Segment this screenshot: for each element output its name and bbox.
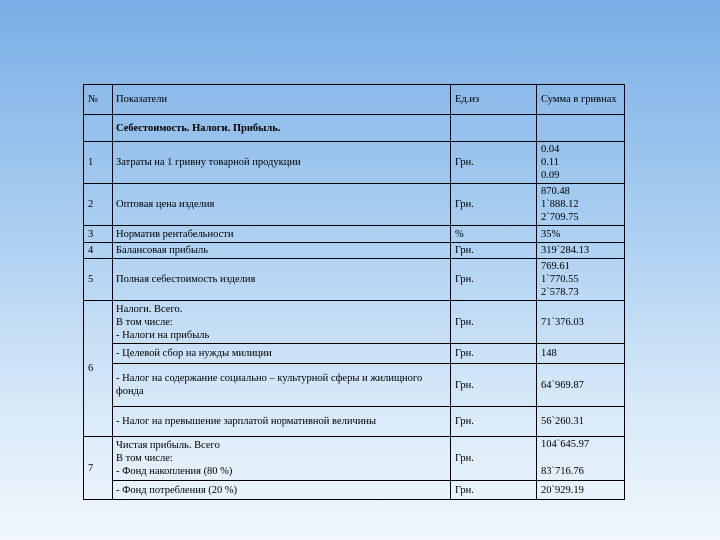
row-label [113, 301, 451, 344]
table-row-6c [84, 364, 625, 407]
value-line: 83`716.76 [541, 466, 584, 477]
header-unit: Ед.из [451, 85, 537, 115]
row-label: Затраты на 1 гривну товарной продукции [113, 142, 451, 184]
row-value: 319`284.13 [537, 243, 625, 259]
row-label [113, 437, 451, 481]
row-unit: Грн. [451, 142, 537, 184]
table-row-6a [84, 301, 625, 344]
row-unit: Грн. [451, 437, 537, 481]
row-values [537, 184, 625, 226]
table-row-3 [84, 226, 625, 243]
value-line: 1`770.55 [541, 274, 579, 285]
label-line: Налоги. Всего. [116, 303, 183, 315]
row-unit: Грн. [451, 184, 537, 226]
label-line: - Налоги на прибыль [116, 329, 210, 341]
table-row-5 [84, 259, 625, 301]
row-label: - Фонд потребления (20 %) [113, 481, 451, 500]
value-line: 2`578.73 [541, 287, 579, 298]
row-label: - Налог на содержание социально – культурной сферы и жилищного фонда [113, 364, 451, 407]
value-line: 1`888.12 [541, 199, 579, 210]
label-line: - Фонд накопления (80 %) [116, 466, 233, 477]
value-line: 870.48 [541, 186, 570, 197]
row-value: 56`260.31 [537, 407, 625, 437]
header-row [84, 85, 625, 115]
row-num: 2 [84, 184, 113, 226]
header-num: № [84, 85, 113, 115]
row-num: 7 [84, 437, 113, 500]
cost-tax-profit-table [83, 84, 625, 500]
table-row-7a [84, 437, 625, 481]
value-line: 0.11 [541, 157, 559, 168]
header-sum: Сумма в гривнах [537, 85, 625, 115]
row-unit: Грн. [451, 481, 537, 500]
row-num: 6 [84, 301, 113, 437]
row-value: 35% [537, 226, 625, 243]
table-row-6d [84, 407, 625, 437]
row-unit: Грн. [451, 344, 537, 364]
value-line: 0.09 [541, 170, 560, 181]
row-label: - Налог на превышение зарплатой нормативной величины [113, 407, 451, 437]
row-values [537, 259, 625, 301]
table-row-2 [84, 184, 625, 226]
row-value: 64`969.87 [537, 364, 625, 407]
table-row-4 [84, 243, 625, 259]
section-row [84, 115, 625, 142]
row-unit: % [451, 226, 537, 243]
value-line: 769.61 [541, 261, 570, 272]
row-label: - Целевой сбор на нужды милиции [113, 344, 451, 364]
row-label: Полная себестоимость изделия [113, 259, 451, 301]
row-label: Оптовая цена изделия [113, 184, 451, 226]
row-num: 5 [84, 259, 113, 301]
label-line: Чистая прибыль. Всего [116, 440, 220, 451]
row-unit: Грн. [451, 407, 537, 437]
row-values [537, 142, 625, 184]
row-unit: Грн. [451, 259, 537, 301]
row-label: Балансовая прибыль [113, 243, 451, 259]
row-unit: Грн. [451, 364, 537, 407]
table-row-7b [84, 481, 625, 500]
row-unit: Грн. [451, 243, 537, 259]
header-indicator: Показатели [113, 85, 451, 115]
row-value: 148 [537, 344, 625, 364]
label-line: В том числе: [116, 453, 173, 464]
section-title: Себестоимость. Налоги. Прибыль. [113, 115, 451, 142]
row-num: 4 [84, 243, 113, 259]
label-line: В том числе: [116, 316, 173, 328]
row-label: Норматив рентабельности [113, 226, 451, 243]
value-line: 2`709.75 [541, 212, 579, 223]
value-line: 104`645.97 [541, 439, 590, 450]
row-num: 3 [84, 226, 113, 243]
table-row-6b [84, 344, 625, 364]
table-row-1 [84, 142, 625, 184]
value-line: 0.04 [541, 144, 560, 155]
row-unit: Грн. [451, 301, 537, 344]
row-values [537, 437, 625, 481]
row-value: 71`376.03 [537, 301, 625, 344]
row-num: 1 [84, 142, 113, 184]
row-value: 20`929.19 [537, 481, 625, 500]
